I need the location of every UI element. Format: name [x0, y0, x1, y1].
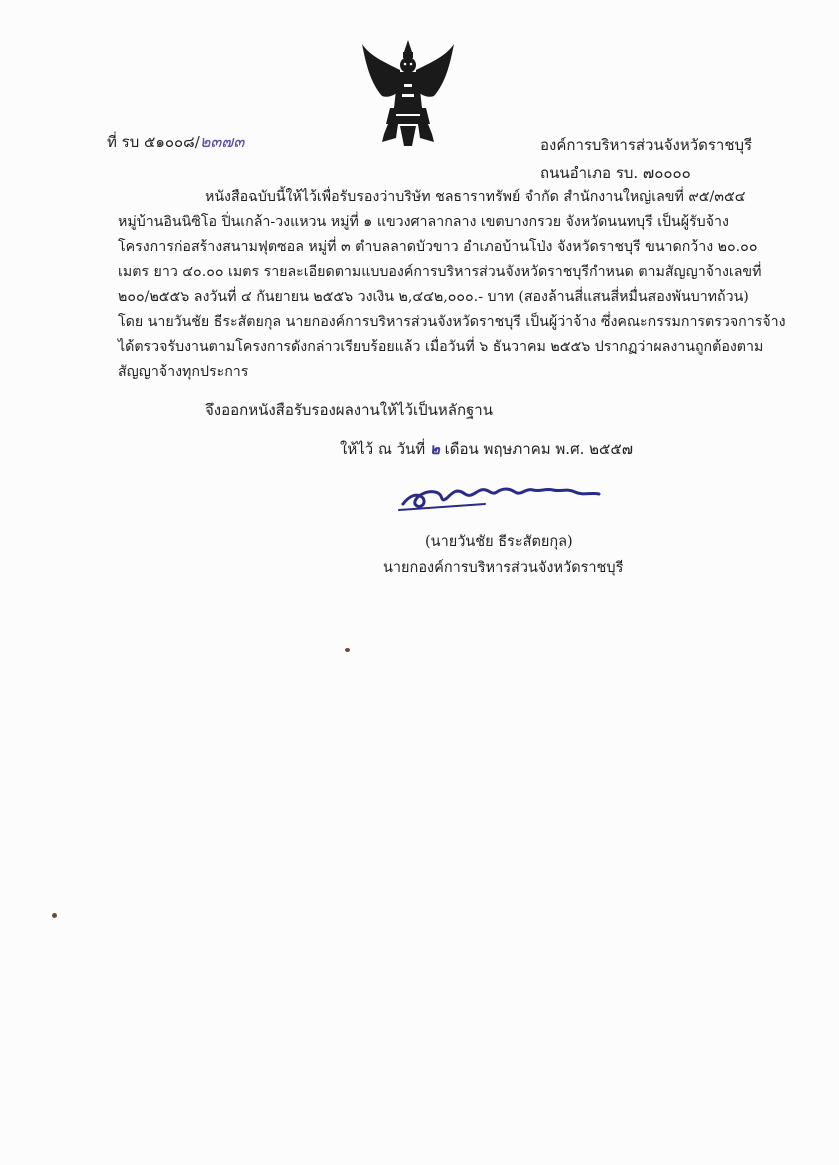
date-suffix: เดือน พฤษภาคม พ.ศ. ๒๕๕๗ [444, 440, 633, 458]
signer-name: (นายวันชัย ธีระสัตยกุล) [425, 534, 573, 550]
signer-title: นายกองค์การบริหารส่วนจังหวัดราชบุรี [383, 560, 624, 576]
paper-speck [52, 913, 57, 918]
body-line-6: โดย นายวันชัย ธีระสัตยกุล นายกองค์การบริหารส่วนจังหวัดราชบุรี เป็นผู้ว่าจ้าง ซึ่งคณะกรรมการตรวจการจ้าง [118, 314, 786, 330]
garuda-emblem-icon [360, 38, 456, 148]
reference-prefix: ที่ รบ ๕๑๐๐๘/ [107, 133, 200, 151]
body-line-7: ได้ตรวจรับงานตามโครงการดังกล่าวเรียบร้อยแล้ว เมื่อวันที่ ๖ ธันวาคม ๒๕๕๖ ปรากฏว่าผลงานถูกต้องตาม [118, 339, 764, 355]
signature-icon [395, 470, 605, 520]
reference-number [107, 130, 244, 155]
closing-statement: จึงออกหนังสือรับรองผลงานให้ไว้เป็นหลักฐาน [205, 401, 493, 419]
body-line-8: สัญญาจ้างทุกประการ [118, 364, 249, 380]
date-day-handwritten: ๒ [429, 440, 440, 458]
date-prefix: ให้ไว้ ณ วันที่ [340, 440, 426, 458]
organization-address: ถนนอำเภอ รบ. ๗๐๐๐๐ [540, 164, 691, 182]
body-line-5: ๒๐๐/๒๕๕๖ ลงวันที่ ๔ กันยายน ๒๕๕๖ วงเงิน ๒,๔๔๒,๐๐๐.- บาท (สองล้านสี่แสนสี่หมื่นสองพันบาทถ้วน) [118, 289, 749, 305]
body-line-2: หมู่บ้านอินนิซิโอ ปิ่นเกล้า-วงแหวน หมู่ที่ ๑ แขวงศาลากลาง เขตบางกรวย จังหวัดนนทบุรี เป็นผู้รับจ้าง [118, 214, 729, 230]
body-line-4: เมตร ยาว ๔๐.๐๐ เมตร รายละเอียดตามแบบองค์การบริหารส่วนจังหวัดราชบุรีกำหนด ตามสัญญาจ้างเลขที่ [118, 264, 762, 280]
reference-handwritten-number: ๒๓๗๓ [199, 132, 245, 151]
body-line-3: โครงการก่อสร้างสนามฟุตซอล หมู่ที่ ๓ ตำบลลาดบัวขาว อำเภอบ้านโป่ง จังหวัดราชบุรี ขนาดกว้าง ๒๐.๐๐ [118, 239, 758, 255]
issue-date-line [340, 437, 633, 461]
organization-name: องค์การบริหารส่วนจังหวัดราชบุรี [540, 136, 753, 154]
paper-speck [345, 648, 350, 652]
body-line-1: หนังสือฉบับนี้ให้ไว้เพื่อรับรองว่าบริษัท ชลธาราทรัพย์ จำกัด สำนักงานใหญ่เลขที่ ๙๕/๓๕๔ [205, 189, 746, 205]
